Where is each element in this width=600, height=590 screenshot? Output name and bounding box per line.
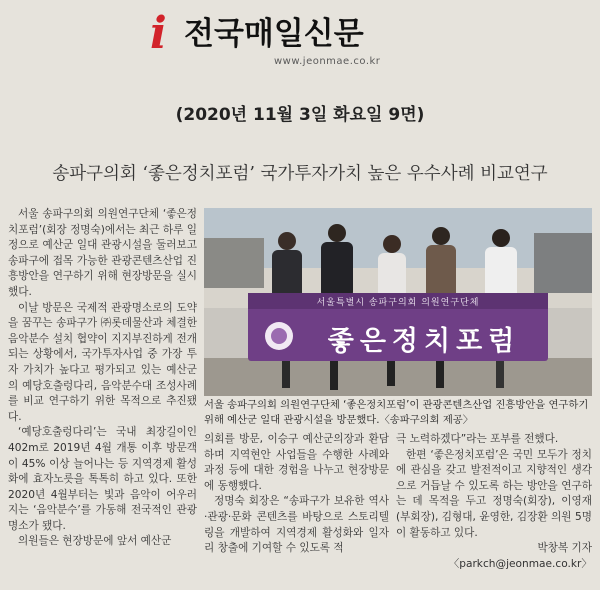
masthead bbox=[150, 8, 480, 70]
banner-title: 좋은정치포럼 bbox=[327, 326, 521, 357]
paragraph: 정명숙 회장은 “송파구가 보유한 역사·관광·문화 콘텐츠를 바탕으로 스토리텔링을 개발하여 지역경제 활성화와 일자리 창출에 기여할 수 있도록 적 bbox=[204, 495, 389, 555]
paragraph: 의원들은 현장방문에 앞서 예산군 bbox=[18, 535, 172, 548]
paragraph: 극 노력하겠다”라는 포부를 전했다. bbox=[396, 433, 559, 445]
byline: 박창복 기자 〈parkch@jeonmae.co.kr〉 bbox=[448, 542, 592, 570]
newspaper-url: www.jeonmae.co.kr bbox=[274, 56, 381, 67]
paragraph: 한편 ‘좋은정치포럼’은 국민 모두가 정치에 관심을 갖고 발전적이고 지향적인 생각으로 거듭날 수 있도록 하는 방안을 연구하는 데 목적을 두고 정명숙(회장), 이영재(부회장), 김형대, 윤영한, 김장환 의원 5명이 활동하고 있다. bbox=[396, 448, 592, 539]
paragraph: ‘예당호출렁다리’는 국내 최장길이인 402m로 2019년 4월 개통 이후 방문객이 45% 이상 늘어나는 등 지역경제 활성화에 효자노릇을 톡톡히 하고 있다. 또한 2020년 4월부터는 빛과 음악이 어우러지는 ‘음악분수’를 가동해 전국적인 관광명소가 됐다. bbox=[8, 426, 197, 532]
photo-credit: 〈송파구의회 제공〉 bbox=[379, 414, 474, 426]
newspaper-name: 전국매일신문 bbox=[184, 16, 364, 52]
paragraph: 의회를 방문, 이승구 예산군의장과 환담하며 지역현안 사업들을 수행한 사례와 과정 등에 대한 경험을 나누고 현장방문에 동행했다. bbox=[204, 433, 389, 492]
photo-caption bbox=[204, 398, 592, 428]
paragraph: 이날 방문은 국제적 관광명소로의 도약을 꿈꾸는 송파구가 ㈜롯데물산과 체결한 음악분수 설치 협약이 지지부진하게 전개되는 상황에서, 국가투자사업 중 가장 투자 가치가 높다고 평가되고 있는 예산군의 예당호출렁다리, 음악분수대 조성사례를 비교 연구하기 위한 목적으로 추진됐다. bbox=[8, 301, 197, 423]
article-column-2 bbox=[204, 432, 389, 557]
article-photo bbox=[204, 208, 592, 396]
banner-subtitle: 서울특별시 송파구의회 의원연구단체 bbox=[316, 298, 480, 308]
caption-text: 서울 송파구의회 의원연구단체 ‘좋은정치포럼’이 관광콘텐츠산업 진흥방안을 연구하기 위해 예산군 일대 관광시설을 방문했다. bbox=[204, 399, 589, 426]
article-column-3 bbox=[396, 432, 592, 572]
article-column-1 bbox=[8, 207, 197, 550]
logo-mark: i bbox=[150, 8, 167, 59]
paragraph: 서울 송파구의회 의원연구단체 ‘좋은정치포럼’(회장 정명숙)에서는 최근 하루 일정으로 예산군 일대 관광시설을 둘러보고 송파구에 접목 가능한 관광콘텐츠산업 진흥방안을 연구하기 위해 현장방문을 실시했다. bbox=[8, 208, 197, 298]
dateline: (2020년 11월 3일 화요일 9면) bbox=[175, 105, 425, 125]
headline: 송파구의회 ‘좋은정치포럼’ 국가투자가치 높은 우수사례 비교연구 bbox=[52, 164, 548, 184]
